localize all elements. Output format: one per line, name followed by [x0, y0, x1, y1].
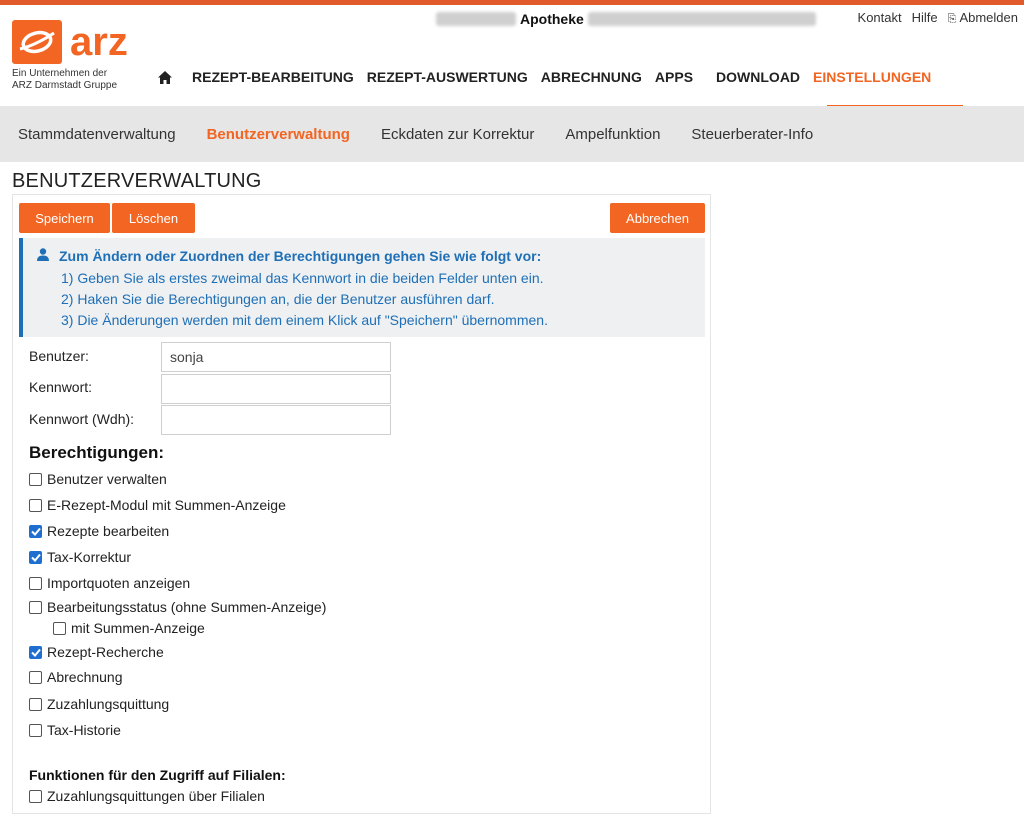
checkbox[interactable]	[29, 671, 42, 684]
contact-link[interactable]: Kontakt	[857, 10, 902, 25]
checkbox[interactable]	[29, 601, 42, 614]
logo-subtitle	[12, 68, 117, 92]
permissions-title: Berechtigungen:	[29, 443, 165, 462]
user-label: Benutzer:	[29, 348, 89, 364]
nav-rezept-bearbeitung[interactable]: REZEPT-BEARBEITUNG	[192, 69, 354, 85]
info-line: 2) Haken Sie die Berechtigungen an, die der Benutzer ausführen darf.	[61, 291, 495, 307]
permission-label: Abrechnung	[47, 669, 123, 685]
permission-row[interactable]	[29, 696, 169, 712]
checkbox[interactable]	[29, 473, 42, 486]
save-button[interactable]: Speichern	[19, 203, 110, 233]
pharmacy-name: Apotheke	[520, 11, 584, 27]
permission-label: Bearbeitungsstatus (ohne Summen-Anzeige)	[47, 599, 327, 615]
user-icon	[37, 248, 49, 264]
checkbox[interactable]	[29, 724, 42, 737]
permission-row[interactable]	[29, 722, 121, 738]
info-line: 3) Die Änderungen werden mit dem einem Klick auf "Speichern" übernommen.	[61, 312, 548, 328]
redacted-text	[588, 12, 816, 26]
home-icon[interactable]	[150, 71, 180, 84]
checkbox[interactable]	[29, 698, 42, 711]
nav-abrechnung[interactable]: ABRECHNUNG	[540, 69, 642, 85]
info-line: 1) Geben Sie als erstes zweimal das Kennwort in die beiden Felder unten ein.	[61, 270, 544, 286]
permission-row[interactable]	[29, 471, 167, 487]
logout-label: Abmelden	[959, 10, 1018, 25]
delete-button[interactable]: Löschen	[112, 203, 195, 233]
subnav-steuerberater-info[interactable]: Steuerberater-Info	[691, 125, 814, 143]
permission-row[interactable]	[29, 644, 164, 660]
password-label: Kennwort:	[29, 379, 93, 395]
checkbox[interactable]	[53, 622, 66, 635]
permission-row[interactable]	[29, 497, 286, 513]
permission-row[interactable]	[29, 523, 169, 539]
info-heading-text: Zum Ändern oder Zuordnen der Berechtigungen gehen Sie wie folgt vor:	[59, 248, 542, 264]
logo-swoosh-icon	[16, 27, 58, 57]
help-link[interactable]: Hilfe	[911, 10, 938, 25]
permission-label: Rezepte bearbeiten	[47, 523, 170, 539]
permission-label: Zuzahlungsquittung	[47, 696, 170, 712]
logo-word: arz	[70, 20, 128, 64]
pharmacy-name-bar	[436, 9, 816, 29]
password-repeat-field[interactable]	[161, 405, 391, 435]
permission-row[interactable]	[29, 549, 131, 565]
nav-einstellungen[interactable]: EINSTELLUNGEN	[813, 69, 932, 85]
permission-row[interactable]	[29, 599, 326, 615]
permission-label: Benutzer verwalten	[47, 471, 167, 487]
subnav-benutzerverwaltung[interactable]: Benutzerverwaltung	[206, 125, 350, 143]
logout-link[interactable]	[948, 10, 1018, 26]
branch-permissions-title: Funktionen für den Zugriff auf Filialen:	[29, 767, 286, 783]
permission-label: Zuzahlungsquittungen über Filialen	[47, 788, 265, 804]
subnav-ampelfunktion[interactable]: Ampelfunktion	[565, 125, 661, 143]
permission-label: mit Summen-Anzeige	[71, 620, 205, 636]
nav-apps[interactable]: APPS	[654, 69, 694, 85]
main-nav	[150, 67, 944, 87]
user-management-panel	[12, 194, 711, 814]
permission-label: Importquoten anzeigen	[47, 575, 191, 591]
logo-subtitle-line2: ARZ Darmstadt Gruppe	[12, 80, 118, 91]
checkbox[interactable]	[29, 577, 42, 590]
header	[0, 5, 1024, 106]
logo-mark	[12, 20, 62, 64]
cancel-button[interactable]: Abbrechen	[610, 203, 705, 233]
check-icon	[31, 648, 41, 657]
permission-label: Tax-Korrektur	[47, 549, 132, 565]
permission-label: Tax-Historie	[47, 722, 121, 738]
nav-download[interactable]: DOWNLOAD	[716, 69, 801, 85]
checkbox-checked[interactable]	[29, 525, 42, 538]
redacted-text	[436, 12, 516, 26]
password-field[interactable]	[161, 374, 391, 404]
permission-row[interactable]	[29, 575, 190, 591]
subnav-eckdaten[interactable]: Eckdaten zur Korrektur	[380, 125, 535, 143]
check-icon	[31, 527, 41, 536]
nav-rezept-auswertung[interactable]: REZEPT-AUSWERTUNG	[366, 69, 528, 85]
permission-label: Rezept-Recherche	[47, 644, 164, 660]
info-box	[19, 238, 705, 337]
info-heading	[37, 248, 541, 264]
logout-icon: ⎘	[947, 13, 957, 25]
page-title: BENUTZERVERWALTUNG	[12, 170, 262, 192]
check-icon	[31, 553, 41, 562]
user-field[interactable]	[161, 342, 391, 372]
checkbox-checked[interactable]	[29, 646, 42, 659]
logo-subtitle-line1: Ein Unternehmen der	[12, 68, 108, 79]
permission-row[interactable]	[29, 788, 265, 804]
permission-row[interactable]	[53, 620, 205, 636]
top-links	[858, 10, 1018, 26]
arz-logo[interactable]	[12, 20, 142, 105]
permission-row[interactable]	[29, 669, 123, 685]
permission-label: E-Rezept-Modul mit Summen-Anzeige	[47, 497, 286, 513]
subnav-stammdatenverwaltung[interactable]: Stammdatenverwaltung	[18, 125, 176, 143]
checkbox[interactable]	[29, 790, 42, 803]
checkbox-checked[interactable]	[29, 551, 42, 564]
sub-nav	[0, 106, 1024, 162]
checkbox[interactable]	[29, 499, 42, 512]
password-repeat-label: Kennwort (Wdh):	[29, 411, 135, 427]
